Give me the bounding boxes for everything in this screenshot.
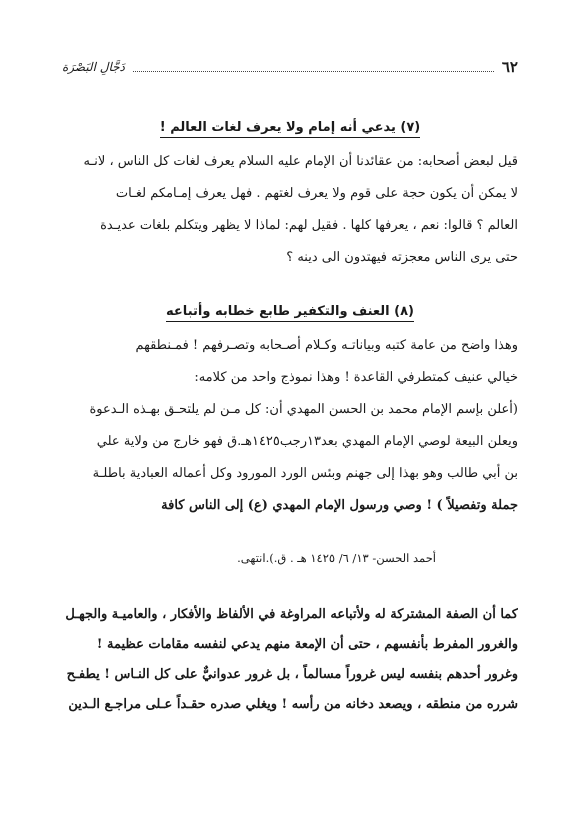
- section-8-heading-text: (٨) العنف والتكفير طابع خطابه وأتباعه: [166, 304, 414, 322]
- text-line: شرره من منطقه ، ويصعد دخانه من رأسه ! ويغلي صدره حقـداً عـلى مراجـع الـدين: [68, 697, 518, 712]
- section-7-heading-text: (٧) يدعي أنه إمام ولا يعرف لغات العالم !: [160, 120, 421, 138]
- text-line: العالم ؟ قالوا: نعم ، يعرفها كلها . فقيل لهم: لماذا لا يظهر ويتكلم بلغات عديـدة: [100, 218, 518, 233]
- text-line: لا يمكن أن يكون حجة على قوم ولا يعرف لغتهم . فهل يعرف إمـامكم لغـات: [115, 186, 518, 201]
- text-line: والغرور المفرط بأنفسهم ، حتى أن الإمعة منهم يدعي لنفسه مقامات عظيمة !: [96, 637, 518, 652]
- quote-line: (أعلن بإسم الإمام محمد بن الحسن المهدي أن: كل مـن لم يلتحـق بهـذه الـدعوة: [89, 402, 518, 417]
- section-8-quote: [62, 394, 518, 522]
- section-7-heading: [62, 120, 518, 135]
- section-8-intro: [62, 330, 518, 394]
- running-title: دَجَّالِ البَصْرَة: [62, 60, 125, 74]
- text-line: كما أن الصفة المشتركة له ولأتباعه المراوغة في الألفاظ والأفكار ، والعاميـة والجهـل: [65, 607, 518, 622]
- text-line: وهذا واضح من عامة كتبه وبياناتـه وكـلام أصـحابه وتصـرفهم ! فمـنطقهم: [135, 338, 518, 353]
- page-header: [62, 56, 518, 78]
- text-line: قيل لبعض أصحابه: من عقائدنا أن الإمام عليه السلام يعرف لغات كل الناس ، لانـه: [83, 154, 518, 169]
- quote-line: ويعلن البيعة لوصي الإمام المهدي بعد١٣رجب١٤٢٥هـ.ق فهو خارج من ولاية علي: [96, 434, 518, 449]
- page-number: ٦٢: [501, 58, 518, 76]
- quote-line: جملة وتفصيلاً ) ! وصي ورسول الإمام المهدي (ع) إلى الناس كافة: [161, 498, 518, 513]
- header-dotted-rule: [133, 71, 494, 72]
- signature-line: أحمد الحسن- ١٣/ ٦/ ١٤٢٥ هـ . ق.).انتهى.: [237, 551, 436, 565]
- text-line: وغرور أحدهم بنفسه ليس غروراً مسالماً ، بل غرور عدوانيٌّ على كل النـاس ! يطفـح: [66, 667, 518, 682]
- signature-block: [150, 542, 436, 574]
- text-line: حتى يرى الناس معجزته فيهتدون الى دينه ؟: [286, 250, 518, 265]
- closing-paragraph: [62, 600, 518, 720]
- section-8-heading: [62, 304, 518, 319]
- section-7-body: [62, 146, 518, 274]
- text-line: خيالي عنيف كمتطرفي القاعدة ! وهذا نموذج واحد من كلامه:: [194, 370, 518, 385]
- quote-line: بن أبي طالب وهو بهذا إلى جهنم وبئس الورد المورود وكل أعماله العبادية باطلـة: [92, 466, 518, 481]
